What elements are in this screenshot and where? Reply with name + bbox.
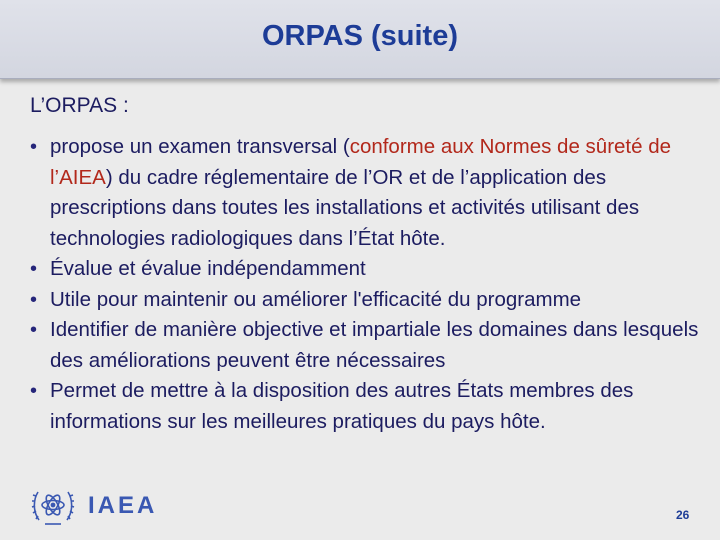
bullet-item xyxy=(30,376,700,437)
bullet-text: Permet de mettre à la disposition des autres États membres des informations sur les meilleures pratiques du pays hôte. xyxy=(50,379,634,433)
highlighted-reference: conforme aux Normes de sûreté de l’AIEA xyxy=(50,135,672,189)
bullet-text-part: propose un examen transversal ( xyxy=(50,135,350,158)
bullet-dot: • xyxy=(30,319,38,341)
bullet-dot: • xyxy=(30,258,38,280)
bullet-list xyxy=(30,132,700,437)
title-bar xyxy=(0,0,720,79)
page-number: 26 xyxy=(676,508,690,522)
logo-text: IAEA xyxy=(88,492,158,519)
bullet-text: Évalue et évalue indépendamment xyxy=(50,257,366,280)
bullet-item xyxy=(30,132,700,254)
iaea-atom-emblem-icon xyxy=(30,484,76,528)
bullet-item xyxy=(30,254,700,285)
bullet-dot: • xyxy=(30,380,38,402)
bullet-item xyxy=(30,315,700,376)
bullet-item xyxy=(30,285,700,316)
bullet-text-part: ) du cadre réglementaire de l’OR et de l’application des prescriptions dans toutes les installations et activités utilisant des technologies radiologiques dans l’État hôte. xyxy=(50,165,640,250)
bullet-text: Utile pour maintenir ou améliorer l'efficacité du programme xyxy=(50,287,582,311)
bullet-dot: • xyxy=(30,136,38,158)
bullet-dot: • xyxy=(30,288,38,311)
iaea-logo xyxy=(30,484,158,528)
slide-title: ORPAS (suite) xyxy=(261,20,459,52)
intro-text: L’ORPAS : xyxy=(30,94,129,117)
bullet-text: Identifier de manière objective et impartiale les domaines dans lesquels des améliorations peuvent être nécessaires xyxy=(50,318,699,372)
